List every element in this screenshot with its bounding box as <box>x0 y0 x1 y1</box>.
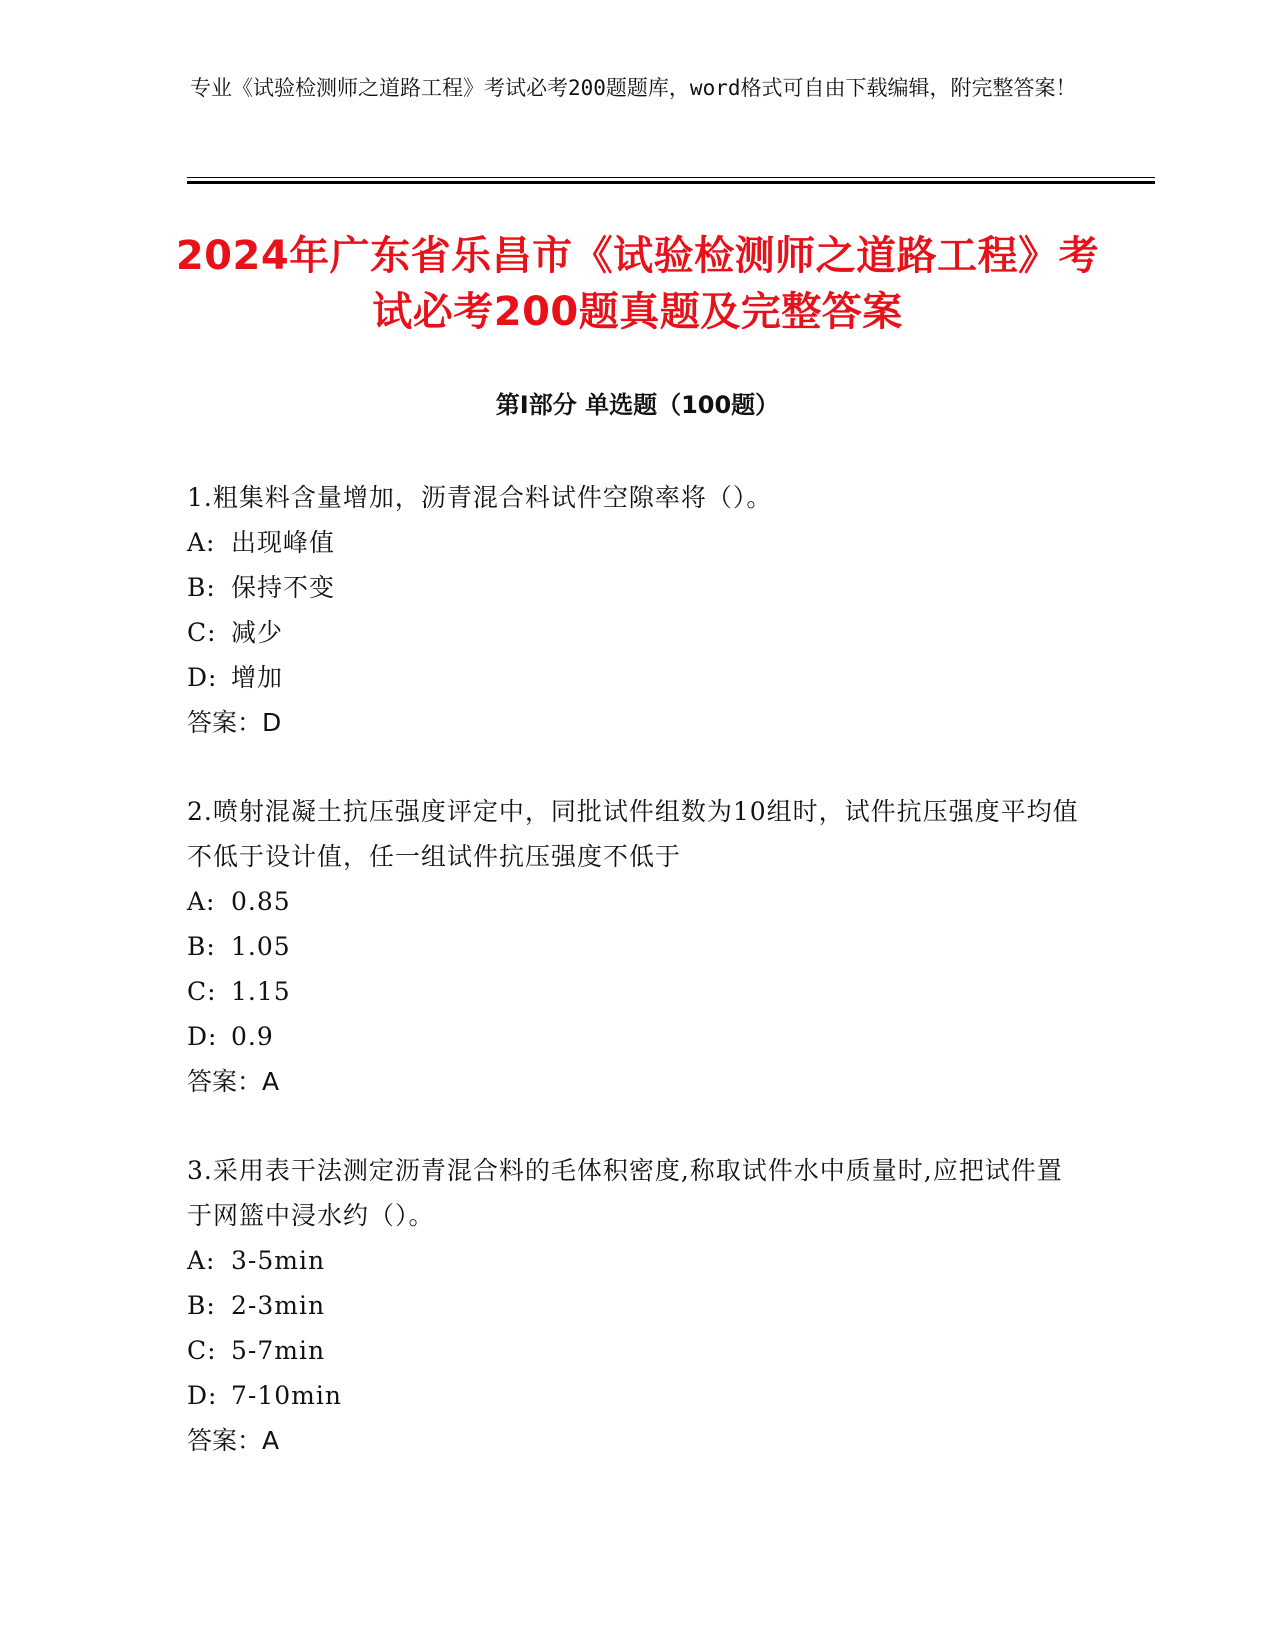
question-list <box>187 475 1087 1507</box>
option-a <box>187 1238 1087 1283</box>
question-2 <box>187 789 1087 1104</box>
option-key: D: <box>187 1381 218 1410</box>
option-key: A: <box>187 887 216 916</box>
header-divider-thick <box>187 181 1155 184</box>
option-c <box>187 969 1087 1014</box>
question-stem: 2.喷射混凝土抗压强度评定中，同批试件组数为10组时，试件抗压强度平均值不低于设计值，任一组试件抗压强度不低于 <box>187 797 1079 871</box>
document-title: 2024年广东省乐昌市《试验检测师之道路工程》考试必考200题真题及完整答案 <box>175 233 1100 335</box>
option-b <box>187 565 1087 610</box>
option-d <box>187 655 1087 700</box>
option-key: D: <box>187 663 218 692</box>
option-a <box>187 879 1087 924</box>
option-text: 7-10min <box>231 1381 342 1410</box>
question-stem: 3.采用表干法测定沥青混合料的毛体积密度,称取试件水中质量时,应把试件置于网篮中浸水约（）。 <box>187 1156 1063 1230</box>
option-b <box>187 1283 1087 1328</box>
option-text: 减少 <box>231 618 284 647</box>
answer: 答案：A <box>187 1426 280 1455</box>
question-3 <box>187 1148 1087 1463</box>
option-text: 0.85 <box>231 887 291 916</box>
option-key: C: <box>187 1336 217 1365</box>
option-text: 0.9 <box>231 1022 274 1051</box>
section-title: 第I部分 单选题（100题） <box>495 391 780 419</box>
option-text: 出现峰值 <box>231 528 336 557</box>
option-a <box>187 520 1087 565</box>
option-b <box>187 924 1087 969</box>
option-key: B: <box>187 932 216 961</box>
header-divider-thin <box>187 177 1155 178</box>
option-key: A: <box>187 528 216 557</box>
option-key: A: <box>187 1246 216 1275</box>
option-key: C: <box>187 618 217 647</box>
option-d <box>187 1014 1087 1059</box>
option-key: D: <box>187 1022 218 1051</box>
option-c <box>187 1328 1087 1373</box>
answer: 答案：D <box>187 708 282 737</box>
option-text: 保持不变 <box>231 573 336 602</box>
answer: 答案：A <box>187 1067 280 1096</box>
option-key: B: <box>187 1291 216 1320</box>
question-stem: 1.粗集料含量增加，沥青混合料试件空隙率将（）。 <box>187 483 773 512</box>
option-text: 1.05 <box>231 932 291 961</box>
header-note: 专业《试验检测师之道路工程》考试必考200题题库，word格式可自由下载编辑，附完整答案！ <box>190 76 1077 100</box>
question-1 <box>187 475 1087 745</box>
option-text: 增加 <box>231 663 284 692</box>
option-text: 3-5min <box>231 1246 326 1275</box>
option-text: 2-3min <box>231 1291 326 1320</box>
option-text: 1.15 <box>231 977 291 1006</box>
option-d <box>187 1373 1087 1418</box>
option-key: C: <box>187 977 217 1006</box>
option-c <box>187 610 1087 655</box>
option-text: 5-7min <box>231 1336 326 1365</box>
option-key: B: <box>187 573 216 602</box>
